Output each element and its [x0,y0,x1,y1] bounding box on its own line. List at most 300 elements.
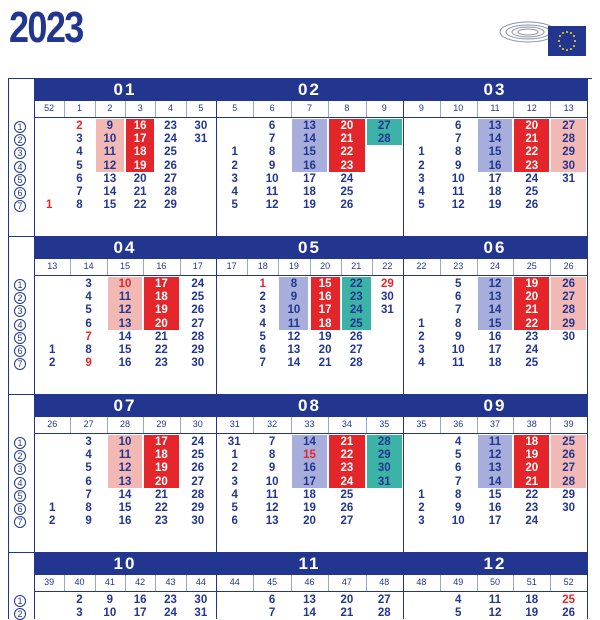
week-number: 15 [119,261,130,271]
day-cell: 23 [164,120,177,132]
day-cell: 8 [268,449,276,462]
day-cell: 1 [231,449,238,462]
day-cell: 19 [303,502,316,514]
day-cell: 2 [259,291,266,304]
day-cell: 26 [340,502,354,514]
day-cell: 19 [133,159,147,172]
week-number: 42 [135,577,146,587]
day-cell: 3 [85,436,92,448]
day-cell: 12 [118,304,132,317]
day-cell: 8 [454,317,462,330]
week-row-line [34,117,216,118]
day-cell: 23 [340,159,354,172]
day-cell: 2 [48,357,56,370]
day-cell: 13 [287,344,301,356]
day-cell: 11 [287,317,300,330]
day-cell: 14 [118,488,132,501]
month-header-05: 05 [216,236,403,259]
week-row-line [34,275,216,276]
day-cell: 31 [227,436,241,448]
week-divider [550,101,551,117]
day-cell: 15 [318,278,332,290]
day-cell: 31 [194,607,208,620]
day-cell: 5 [85,462,92,475]
month-divider [216,236,217,394]
week-divider [143,259,144,275]
week-divider [513,259,514,275]
day-cell: 3 [418,515,425,528]
day-cell: 19 [303,199,316,212]
day-cell: 7 [85,330,92,343]
day-cell: 10 [287,304,301,317]
day-cell: 26 [562,278,575,290]
day-cell: 22 [525,146,539,159]
day-cell: 26 [525,199,539,212]
day-cell: 15 [488,146,502,159]
day-cell: 13 [265,515,279,528]
day-cell: 25 [349,317,363,330]
week-divider [95,101,96,117]
week-number: 45 [267,577,278,587]
day-cell: 17 [303,475,316,488]
day-cell: 9 [454,502,462,514]
day-cell: 2 [231,159,238,172]
month-header-01: 01 [34,78,216,101]
week-number: 44 [229,577,240,587]
day-cell: 12 [488,607,502,620]
weekday-label: 2 [14,608,26,620]
weekday-label: 2 [14,292,26,304]
day-cell: 5 [85,304,92,317]
day-cell: 7 [454,304,462,317]
day-cell: 18 [133,146,147,159]
day-cell: 6 [454,462,462,475]
weekday-label: 2 [14,134,26,146]
day-cell: 2 [231,462,238,475]
day-cell: 14 [303,133,316,146]
day-cell: 26 [191,462,205,475]
weekday-label: 4 [14,319,26,331]
day-cell: 6 [85,475,92,488]
week-divider [125,101,126,117]
day-cell: 12 [118,462,132,475]
day-cell: 16 [118,357,132,370]
day-cell: 20 [154,475,168,488]
day-cell: 18 [154,449,168,462]
weekday-label: 1 [14,121,26,133]
weekday-label: 7 [14,200,26,212]
week-divider [253,575,254,591]
day-cell: 22 [154,344,168,356]
day-cell: 4 [418,357,425,370]
week-divider [440,417,441,433]
week-divider [278,259,279,275]
day-cell: 11 [118,449,132,462]
day-cell: 25 [525,186,539,198]
day-cell: 25 [340,488,354,501]
week-number: 19 [288,261,299,271]
week-divider [477,101,478,117]
week-number: 17 [192,261,203,271]
week-number: 6 [269,103,275,113]
day-cell: 4 [259,317,266,330]
week-number: 47 [341,577,352,587]
day-cell: 11 [452,186,465,198]
day-cell: 21 [525,133,539,146]
day-cell: 26 [349,330,363,343]
week-number: 16 [156,261,167,271]
day-cell: 9 [85,515,92,528]
day-cell: 16 [488,159,502,172]
day-cell: 3 [418,344,425,356]
day-cell: 17 [488,172,502,185]
week-number: 48 [416,577,427,587]
day-cell: 14 [303,607,316,620]
week-number: 29 [156,419,167,429]
day-cell: 29 [381,278,394,290]
day-cell: 8 [85,502,92,514]
day-cell: 19 [154,304,168,317]
week-number: 2 [107,103,113,113]
day-cell: 1 [48,344,56,356]
week-number: 5 [198,103,204,113]
week-divider [513,575,514,591]
day-cell: 16 [133,594,147,606]
week-number: 40 [74,577,85,587]
day-cell: 28 [349,357,363,370]
weekday-label: 1 [14,279,26,291]
left-border [8,78,9,236]
weekday-label: 5 [14,332,26,344]
weekday-label: 7 [14,358,26,370]
day-cell: 23 [525,502,539,514]
day-cell: 12 [265,199,279,212]
day-cell: 22 [154,502,168,514]
day-cell: 24 [525,515,539,528]
month-header-02: 02 [216,78,403,101]
week-divider [253,101,254,117]
day-cell: 21 [340,133,354,146]
day-cell: 10 [451,344,465,356]
day-cell: 21 [154,330,168,343]
week-row-line [216,591,403,592]
day-cell: 9 [268,462,276,475]
day-cell: 6 [454,120,462,132]
day-cell: 11 [118,291,132,304]
week-number: 5 [232,103,238,113]
week-number: 11 [490,103,500,113]
day-cell: 6 [231,515,238,528]
month-divider [403,394,404,552]
day-cell: 18 [525,594,539,606]
day-cell: 6 [85,317,92,330]
month-header-11: 11 [216,552,403,575]
day-cell: 20 [154,317,168,330]
week-number: 10 [453,103,464,113]
day-cell: 16 [303,159,316,172]
month-divider [587,236,588,394]
day-cell: 3 [418,172,425,185]
day-cell: 10 [118,436,132,448]
day-cell: 22 [133,199,147,212]
day-cell: 28 [377,607,391,620]
day-cell: 6 [259,344,266,356]
day-cell: 5 [418,199,425,212]
week-divider [70,417,71,433]
day-cell: 25 [562,594,575,606]
day-cell: 21 [525,304,539,317]
week-number: 14 [83,261,94,271]
week-divider [64,101,65,117]
day-cell: 16 [488,330,502,343]
week-number: 1 [76,103,82,113]
week-divider [366,417,367,433]
day-cell: 18 [525,436,539,448]
day-cell: 7 [454,475,462,488]
day-cell: 21 [525,475,539,488]
week-number: 33 [304,419,315,429]
day-cell: 30 [194,594,208,606]
week-number: 35 [416,419,427,429]
day-cell: 18 [154,291,168,304]
day-cell: 6 [268,120,276,132]
month-divider [587,78,588,236]
day-cell: 7 [85,488,92,501]
week-divider [70,259,71,275]
year-title: 2023 [9,3,83,52]
week-row-line [403,117,587,118]
day-cell: 22 [340,146,354,159]
day-cell: 28 [164,186,177,198]
day-cell: 21 [133,186,147,198]
left-border [8,394,9,552]
day-cell: 16 [318,291,332,304]
week-divider [291,101,292,117]
day-cell: 24 [525,344,539,356]
day-cell: 27 [191,475,205,488]
day-cell: 29 [377,449,391,462]
month-header-10: 10 [34,552,216,575]
month-divider [403,236,404,394]
week-number: 27 [83,419,94,429]
day-cell: 1 [418,488,425,501]
day-cell: 25 [164,146,177,159]
day-cell: 3 [76,607,83,620]
day-cell: 7 [268,436,276,448]
day-cell: 7 [76,186,83,198]
day-cell: 9 [454,330,462,343]
day-cell: 14 [103,186,117,198]
day-cell: 26 [562,449,575,462]
day-cell: 22 [349,278,363,290]
week-number: 44 [195,577,206,587]
week-number: 51 [526,577,537,587]
day-cell: 15 [103,199,117,212]
month-header-12: 12 [403,552,587,575]
weekday-label: 6 [14,345,26,357]
day-cell: 16 [303,462,316,475]
week-number: 21 [351,261,362,271]
week-row-line [34,591,216,592]
top-border [8,78,592,79]
day-cell: 18 [488,357,502,370]
day-cell: 1 [45,199,53,212]
day-cell: 18 [318,317,332,330]
day-cell: 24 [349,304,363,317]
week-divider [143,417,144,433]
day-cell: 31 [562,172,575,185]
day-cell: 22 [340,449,354,462]
week-number: 31 [229,419,240,429]
day-cell: 23 [340,462,354,475]
week-divider [440,101,441,117]
label-border [34,101,35,236]
day-cell: 30 [191,515,205,528]
day-cell: 12 [265,502,279,514]
week-divider [440,575,441,591]
day-cell: 26 [164,159,177,172]
week-number: 41 [104,577,115,587]
day-cell: 18 [303,186,316,198]
week-divider [64,575,65,591]
day-cell: 12 [488,278,502,290]
week-number: 38 [526,419,537,429]
weekday-label: 3 [14,305,26,317]
label-border [34,417,35,552]
day-cell: 6 [268,594,276,606]
day-cell: 29 [164,199,177,212]
day-cell: 8 [76,199,83,212]
day-cell: 19 [525,449,539,462]
week-divider [310,259,311,275]
day-cell: 4 [231,488,238,501]
week-number: 17 [226,261,237,271]
week-number: 50 [489,577,500,587]
day-cell: 27 [191,317,205,330]
day-cell: 3 [76,133,83,146]
week-divider [372,259,373,275]
day-cell: 7 [268,133,276,146]
day-cell: 27 [377,594,391,606]
day-cell: 28 [562,133,575,146]
day-cell: 2 [418,159,425,172]
day-cell: 1 [259,278,266,290]
day-cell: 10 [451,172,465,185]
day-cell: 5 [76,159,83,172]
week-number: 9 [418,103,424,113]
day-cell: 2 [76,594,83,606]
weekday-label: 5 [14,490,26,502]
week-number: 9 [381,103,387,113]
day-cell: 13 [118,317,132,330]
week-divider [125,575,126,591]
weekday-label: 3 [14,147,26,159]
day-cell: 17 [318,304,332,317]
week-number: 39 [563,419,574,429]
day-cell: 11 [452,357,465,370]
day-cell: 13 [103,172,117,185]
day-cell: 10 [118,278,132,290]
day-cell: 20 [318,344,332,356]
day-cell: 12 [451,199,465,212]
day-cell: 22 [525,488,539,501]
week-divider [550,417,551,433]
day-cell: 29 [562,146,575,159]
day-cell: 6 [76,172,83,185]
week-number: 28 [119,419,130,429]
day-cell: 13 [488,291,502,304]
day-cell: 19 [488,199,502,212]
week-row-line [216,433,403,434]
day-cell: 26 [191,304,205,317]
day-cell: 9 [290,291,298,304]
week-divider [513,101,514,117]
day-cell: 23 [525,159,539,172]
week-divider [180,259,181,275]
day-cell: 17 [488,344,502,356]
day-cell: 24 [191,278,205,290]
day-cell: 20 [525,291,539,304]
day-cell: 24 [525,172,539,185]
day-cell: 8 [85,344,92,356]
week-divider [180,417,181,433]
day-cell: 26 [340,199,354,212]
day-cell: 15 [303,146,316,159]
day-cell: 29 [562,317,575,330]
day-cell: 10 [103,133,117,146]
month-header-04: 04 [34,236,216,259]
week-number: 43 [165,577,176,587]
week-number: 30 [192,419,203,429]
day-cell: 17 [154,436,168,448]
week-divider [247,259,248,275]
weekday-label: 2 [14,450,26,462]
month-divider [587,552,588,619]
week-number: 12 [526,103,537,113]
day-cell: 20 [303,515,316,528]
day-cell: 17 [488,515,502,528]
week-divider [253,417,254,433]
day-cell: 28 [377,436,391,448]
day-cell: 21 [318,357,332,370]
weekday-label: 6 [14,503,26,515]
weekday-label: 7 [14,516,26,528]
week-divider [95,575,96,591]
day-cell: 5 [454,607,462,620]
day-cell: 10 [451,515,465,528]
day-cell: 19 [318,330,332,343]
day-cell: 29 [191,344,205,356]
label-border [34,575,35,619]
week-number: 26 [47,419,58,429]
day-cell: 17 [154,278,168,290]
week-divider [155,575,156,591]
day-cell: 12 [488,449,502,462]
day-cell: 23 [525,330,539,343]
week-row-line [34,433,216,434]
day-cell: 23 [154,515,168,528]
day-cell: 28 [377,133,391,146]
week-number: 23 [453,261,464,271]
day-cell: 25 [525,357,539,370]
weekday-label: 5 [14,174,26,186]
day-cell: 11 [266,488,279,501]
day-cell: 8 [290,278,298,290]
week-number: 49 [453,577,464,587]
day-cell: 27 [340,515,354,528]
day-cell: 11 [103,146,116,159]
week-row-line [403,433,587,434]
